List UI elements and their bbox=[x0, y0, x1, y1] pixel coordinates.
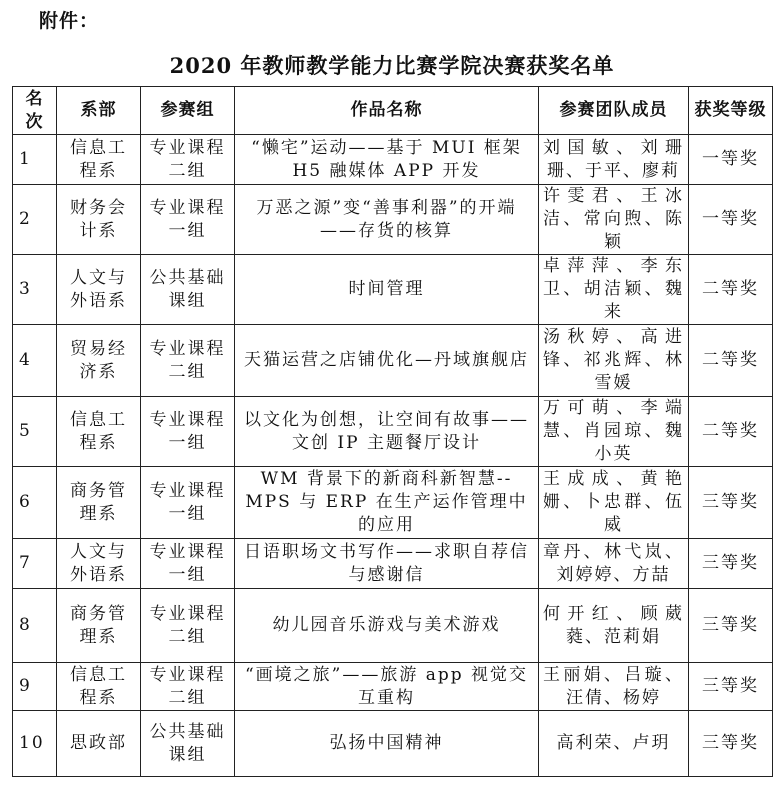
cell-dept: 信息工程系 bbox=[57, 397, 141, 467]
cell-group: 专业课程一组 bbox=[141, 397, 235, 467]
cell-group: 专业课程一组 bbox=[141, 185, 235, 255]
cell-group: 专业课程二组 bbox=[141, 589, 235, 663]
column-header-rank: 名次 bbox=[13, 87, 57, 135]
page-title: 2020 年教师教学能力比赛学院决赛获奖名单 bbox=[169, 53, 615, 78]
cell-dept: 财务会计系 bbox=[57, 185, 141, 255]
cell-award: 一等奖 bbox=[689, 135, 773, 185]
cell-award: 三等奖 bbox=[689, 663, 773, 711]
cell-award: 二等奖 bbox=[689, 397, 773, 467]
cell-work: 万恶之源”变“善事利器”的开端——存货的核算 bbox=[235, 185, 539, 255]
column-header-work: 作品名称 bbox=[235, 87, 539, 135]
cell-rank: 3 bbox=[13, 255, 57, 325]
attachment-label: 附件： bbox=[39, 10, 100, 32]
table-row bbox=[13, 467, 773, 539]
cell-rank: 9 bbox=[13, 663, 57, 711]
cell-dept: 贸易经济系 bbox=[57, 325, 141, 397]
cell-group: 专业课程二组 bbox=[141, 135, 235, 185]
cell-dept: 信息工程系 bbox=[57, 135, 141, 185]
cell-team: 王丽娟、吕璇、汪倩、杨婷 bbox=[539, 663, 689, 711]
cell-group: 专业课程一组 bbox=[141, 467, 235, 539]
cell-group: 专业课程二组 bbox=[141, 325, 235, 397]
cell-dept: 思政部 bbox=[57, 711, 141, 777]
awards-table bbox=[12, 86, 773, 777]
cell-work: 时间管理 bbox=[235, 255, 539, 325]
cell-group: 专业课程一组 bbox=[141, 539, 235, 589]
cell-team: 高利荣、卢玥 bbox=[539, 711, 689, 777]
cell-rank: 6 bbox=[13, 467, 57, 539]
cell-award: 一等奖 bbox=[689, 185, 773, 255]
cell-dept: 商务管理系 bbox=[57, 589, 141, 663]
cell-work: 天猫运营之店铺优化—丹域旗舰店 bbox=[235, 325, 539, 397]
cell-work: WM 背景下的新商科新智慧--MPS 与 ERP 在生产运作管理中的应用 bbox=[235, 467, 539, 539]
cell-team: 汤秋婷、高进锋、祁兆辉、林雪媛 bbox=[539, 325, 689, 397]
column-header-award: 获奖等级 bbox=[689, 87, 773, 135]
cell-rank: 8 bbox=[13, 589, 57, 663]
column-header-group: 参赛组 bbox=[141, 87, 235, 135]
cell-team: 许雯君、王冰洁、常向煦、陈颖 bbox=[539, 185, 689, 255]
table-row bbox=[13, 397, 773, 467]
cell-rank: 2 bbox=[13, 185, 57, 255]
column-header-team: 参赛团队成员 bbox=[539, 87, 689, 135]
cell-work: 以文化为创想，让空间有故事——文创 IP 主题餐厅设计 bbox=[235, 397, 539, 467]
cell-dept: 人文与外语系 bbox=[57, 539, 141, 589]
cell-team: 卓萍萍、李东卫、胡洁颖、魏来 bbox=[539, 255, 689, 325]
cell-rank: 4 bbox=[13, 325, 57, 397]
cell-team: 何开红、顾葳蕤、范莉娟 bbox=[539, 589, 689, 663]
cell-work: “懒宅”运动——基于 MUI 框架 H5 融媒体 APP 开发 bbox=[235, 135, 539, 185]
table-row bbox=[13, 663, 773, 711]
cell-work: “画境之旅”——旅游 app 视觉交互重构 bbox=[235, 663, 539, 711]
cell-work: 幼儿园音乐游戏与美术游戏 bbox=[235, 589, 539, 663]
table-row bbox=[13, 711, 773, 777]
cell-group: 公共基础课组 bbox=[141, 711, 235, 777]
cell-award: 二等奖 bbox=[689, 325, 773, 397]
cell-rank: 5 bbox=[13, 397, 57, 467]
cell-award: 三等奖 bbox=[689, 589, 773, 663]
cell-award: 三等奖 bbox=[689, 711, 773, 777]
cell-work: 弘扬中国精神 bbox=[235, 711, 539, 777]
cell-team: 王成成、黄艳姗、卜忠群、伍威 bbox=[539, 467, 689, 539]
table-row bbox=[13, 185, 773, 255]
table-row bbox=[13, 135, 773, 185]
cell-dept: 信息工程系 bbox=[57, 663, 141, 711]
table-header-row bbox=[13, 87, 773, 135]
cell-team: 万可萌、李端慧、肖园琼、魏小英 bbox=[539, 397, 689, 467]
cell-award: 三等奖 bbox=[689, 467, 773, 539]
column-header-dept: 系部 bbox=[57, 87, 141, 135]
cell-work: 日语职场文书写作——求职自荐信与感谢信 bbox=[235, 539, 539, 589]
cell-rank: 1 bbox=[13, 135, 57, 185]
cell-dept: 商务管理系 bbox=[57, 467, 141, 539]
table-row bbox=[13, 539, 773, 589]
cell-dept: 人文与外语系 bbox=[57, 255, 141, 325]
table-row bbox=[13, 255, 773, 325]
cell-team: 刘国敏、刘珊珊、于平、廖莉 bbox=[539, 135, 689, 185]
table-row bbox=[13, 589, 773, 663]
cell-rank: 10 bbox=[13, 711, 57, 777]
table-row bbox=[13, 325, 773, 397]
cell-award: 二等奖 bbox=[689, 255, 773, 325]
cell-team: 章丹、林弋岚、刘婷婷、方喆 bbox=[539, 539, 689, 589]
cell-rank: 7 bbox=[13, 539, 57, 589]
cell-group: 专业课程二组 bbox=[141, 663, 235, 711]
cell-award: 三等奖 bbox=[689, 539, 773, 589]
cell-group: 公共基础课组 bbox=[141, 255, 235, 325]
